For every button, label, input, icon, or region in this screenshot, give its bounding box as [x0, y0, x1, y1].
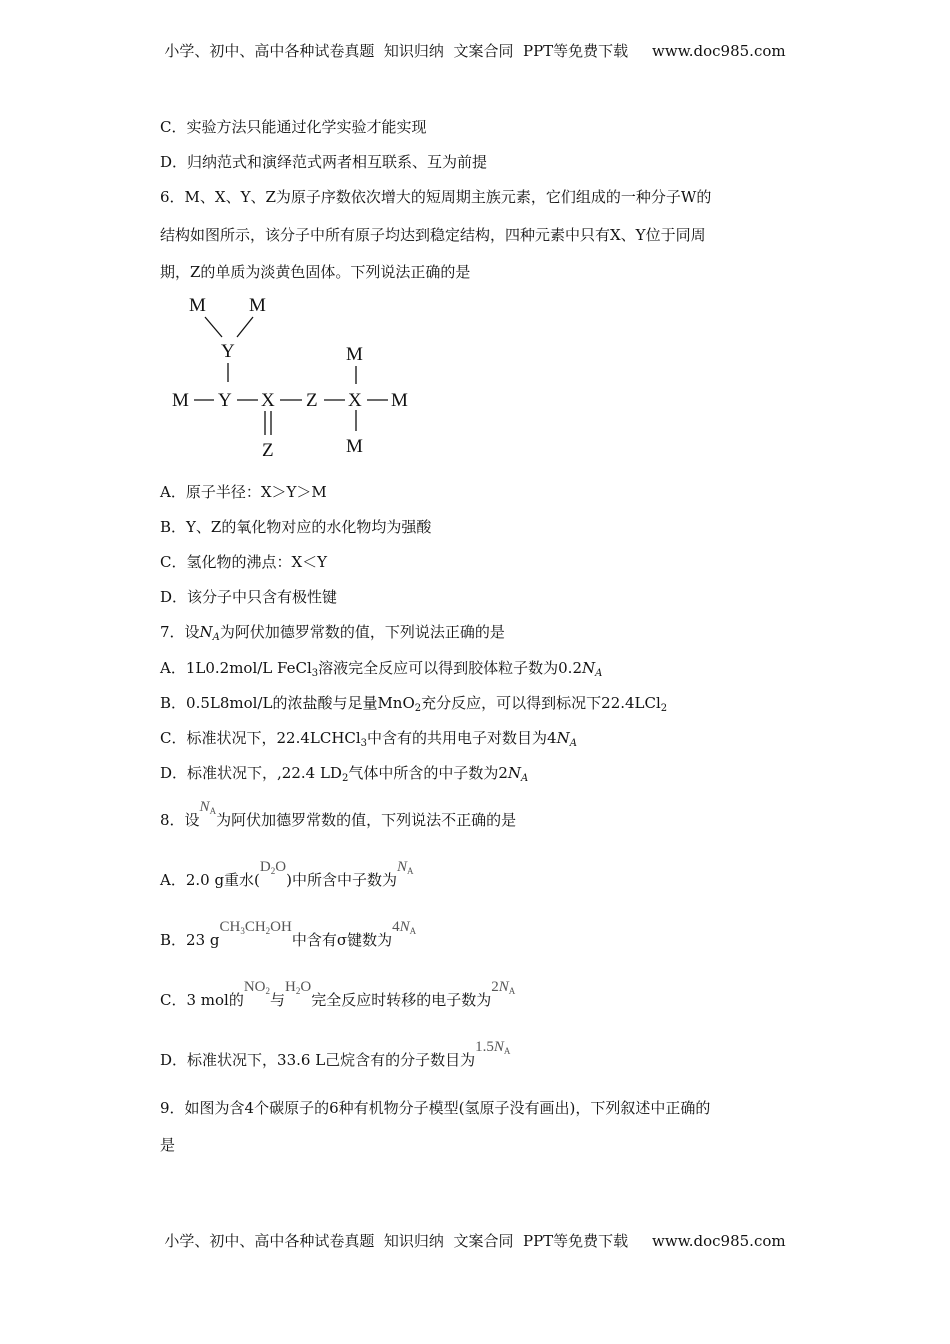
q5-option-d: D．归纳范式和演绎范式两者相互联系、互为前提: [160, 153, 488, 171]
q5-option-c: C．实验方法只能通过化学实验才能实现: [160, 118, 427, 136]
na-symbol: N: [556, 729, 570, 747]
q7-option-b: B．0.5L8mol/L的浓盐酸与足量MnO$_2$充分反应，可以得到标况下22.4LCl$_2$: [160, 694, 668, 714]
q8-option-d: D．标准状况下，33.6 L己烷含有的分子数目为$1.5N_A$: [160, 1039, 511, 1069]
atom-z: Z: [262, 440, 274, 461]
q9-stem-line1: 9．如图为含4个碳原子的6种有机物分子模型(氢原子没有画出)，下列叙述中正确的: [160, 1099, 711, 1117]
atom-m: M: [391, 390, 408, 411]
atom-m: M: [346, 344, 363, 365]
no2-formula: $NO_2$: [243, 979, 271, 996]
q6-stem-line1: 6．M、X、Y、Z为原子序数依次增大的短周期主族元素，它们组成的一种分子W的: [160, 188, 712, 206]
na-symbol: N: [582, 659, 596, 677]
q6-option-a: A．原子半径：X＞Y＞M: [160, 483, 327, 501]
q8-option-b: B．23 $gCH_3CH_2OH$中含有σ键数为$4N_A$: [160, 919, 417, 949]
na-formula: $N_A$: [199, 799, 217, 816]
atom-z: Z: [306, 390, 318, 411]
na-formula: $4N_A$: [392, 919, 417, 936]
na-symbol: N: [507, 764, 521, 782]
na-symbol: N: [199, 623, 213, 641]
q8-stem: 8．设$N_A$为阿伏加德罗常数的值，下列说法不正确的是: [160, 799, 517, 829]
atom-m: M: [189, 295, 206, 316]
q6-stem-line2: 结构如图所示，该分子中所有原子均达到稳定结构，四种元素中只有X、Y位于同周: [160, 226, 706, 244]
atom-y: Y: [221, 341, 235, 362]
atom-m: M: [346, 436, 363, 457]
atom-y: Y: [218, 390, 232, 411]
q8-option-a: A．2.0 g重水$(D_2O)$中所含中子数为$N_A$: [160, 859, 414, 889]
d2o-formula: $D_2O$: [259, 859, 287, 876]
q6-option-c: C．氢化物的沸点：X＜Y: [160, 553, 328, 571]
q8-option-c: C．3 mol的$NO_2$与$H_2O$完全反应时转移的电子数为$2N_A$: [160, 979, 516, 1009]
q7-option-d: D．标准状况下，,22.4 $LD_2$气体中所含的中子数为$2N_A$: [160, 764, 529, 784]
page-footer: 小学、初中、高中各种试卷真题 知识归纳 文案合同 PPT等免费下载 www.doc985.com: [164, 1232, 786, 1250]
q7-option-c: C．标准状况下，22.4LCHCl$_3$中含有的共用电子对数目为$4N_A$: [160, 729, 577, 749]
na-formula: $1.5N_A$: [475, 1039, 511, 1056]
q9-stem-line2: 是: [160, 1136, 176, 1154]
atom-x: X: [261, 390, 275, 411]
atom-x: X: [348, 390, 362, 411]
q7-stem: 7．设$N_A$为阿伏加德罗常数的值，下列说法正确的是: [160, 623, 505, 643]
q7-option-a: A．1L0.2mol/L FeCl$_3$溶液完全反应可以得到胶体粒子数为$0.2N_A$: [160, 659, 603, 679]
q6-option-b: B．Y、Z的氧化物对应的水化物均为强酸: [160, 518, 432, 536]
bond: [205, 317, 222, 337]
bond: [237, 317, 253, 337]
atom-m: M: [172, 390, 189, 411]
na-formula: $2N_A$: [491, 979, 516, 996]
na-formula: $N_A$: [396, 859, 414, 876]
h2o-formula: $H_2O$: [285, 979, 312, 996]
molecule-w-structure: [165, 290, 425, 465]
page-header: 小学、初中、高中各种试卷真题 知识归纳 文案合同 PPT等免费下载 www.doc985.com: [164, 42, 786, 60]
ethanol-formula: $CH_3CH_2OH$: [219, 919, 292, 936]
q6-option-d: D．该分子中只含有极性键: [160, 588, 338, 606]
atom-m: M: [249, 295, 266, 316]
q6-stem-line3: 期，Z的单质为淡黄色固体。下列说法正确的是: [160, 263, 471, 281]
